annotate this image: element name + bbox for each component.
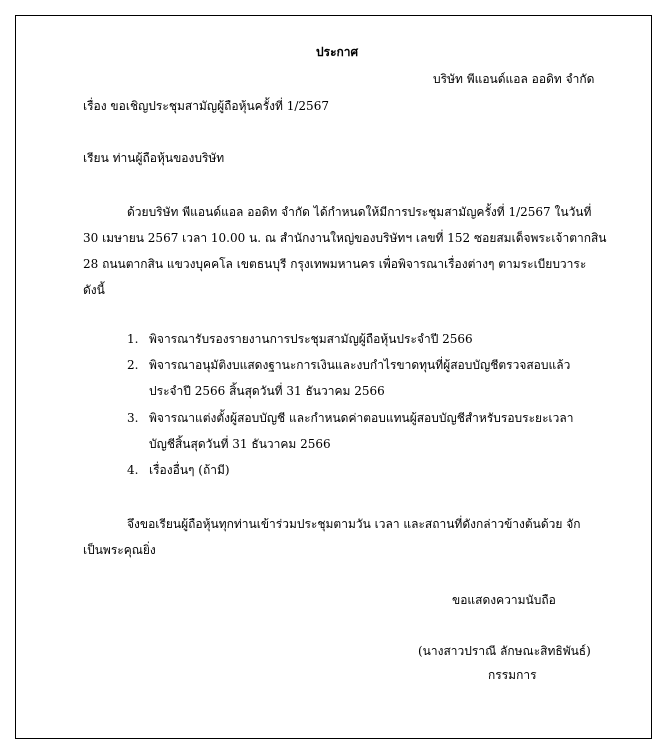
agenda-item-text: พิจารณาอนุมัติงบแสดงฐานะการเงินและงบกำไรขาดทุนที่ผู้สอบบัญชีตรวจสอบแล้ว: [149, 358, 571, 372]
page-border: [15, 15, 652, 739]
closing-line-1: จึงขอเรียนผู้ถือหุ้นทุกท่านเข้าร่วมประชุมตามวัน เวลา และสถานที่ดังกล่าวข้างต้นด้วย จัก: [127, 517, 581, 531]
salutation-line: เรียน ท่านผู้ถือหุ้นของบริษัท: [83, 151, 225, 165]
agenda-item-text: ประจำปี 2566 สิ้นสุดวันที่ 31 ธันวาคม 2566: [149, 384, 385, 398]
signoff: ขอแสดงความนับถือ: [452, 593, 556, 607]
intro-line-4: ดังนี้: [83, 283, 105, 297]
closing-line-2: เป็นพระคุณยิ่ง: [83, 543, 156, 557]
agenda-number: 3.: [127, 411, 139, 425]
subject-line: เรื่อง ขอเชิญประชุมสามัญผู้ถือหุ้นครั้งที่ 1/2567: [83, 99, 329, 113]
document-title: ประกาศ: [316, 45, 359, 59]
signer-title: กรรมการ: [488, 668, 537, 682]
agenda-item-text: บัญชีสิ้นสุดวันที่ 31 ธันวาคม 2566: [149, 437, 331, 451]
agenda-item-text: เรื่องอื่นๆ (ถ้ามี): [149, 463, 230, 477]
agenda-item-text: พิจารณาแต่งตั้งผู้สอบบัญชี และกำหนดค่าตอบแทนผู้สอบบัญชีสำหรับรอบระยะเวลา: [149, 411, 574, 425]
agenda-number: 2.: [127, 358, 139, 372]
company-header: บริษัท พีแอนด์แอล ออดิท จำกัด: [433, 72, 595, 86]
intro-line-2: 30 เมษายน 2567 เวลา 10.00 น. ณ สำนักงานใหญ่ของบริษัทฯ เลขที่ 152 ซอยสมเด็จพระเจ้าตากสิน: [83, 231, 607, 245]
signer-name: (นางสาวปราณี ลักษณะสิทธิพันธ์): [418, 644, 591, 658]
intro-line-3: 28 ถนนตากสิน แขวงบุคคโล เขตธนบุรี กรุงเทพมหานคร เพื่อพิจารณาเรื่องต่างๆ ตามระเบียบวาระ: [83, 257, 587, 271]
intro-line-1: ด้วยบริษัท พีแอนด์แอล ออดิท จำกัด ได้กำหนดให้มีการประชุมสามัญครั้งที่ 1/2567 ในวันที่: [127, 205, 592, 219]
agenda-number: 1.: [127, 332, 139, 346]
agenda-number: 4.: [127, 463, 139, 477]
agenda-item-text: พิจารณารับรองรายงานการประชุมสามัญผู้ถือหุ้นประจำปี 2566: [149, 332, 473, 346]
